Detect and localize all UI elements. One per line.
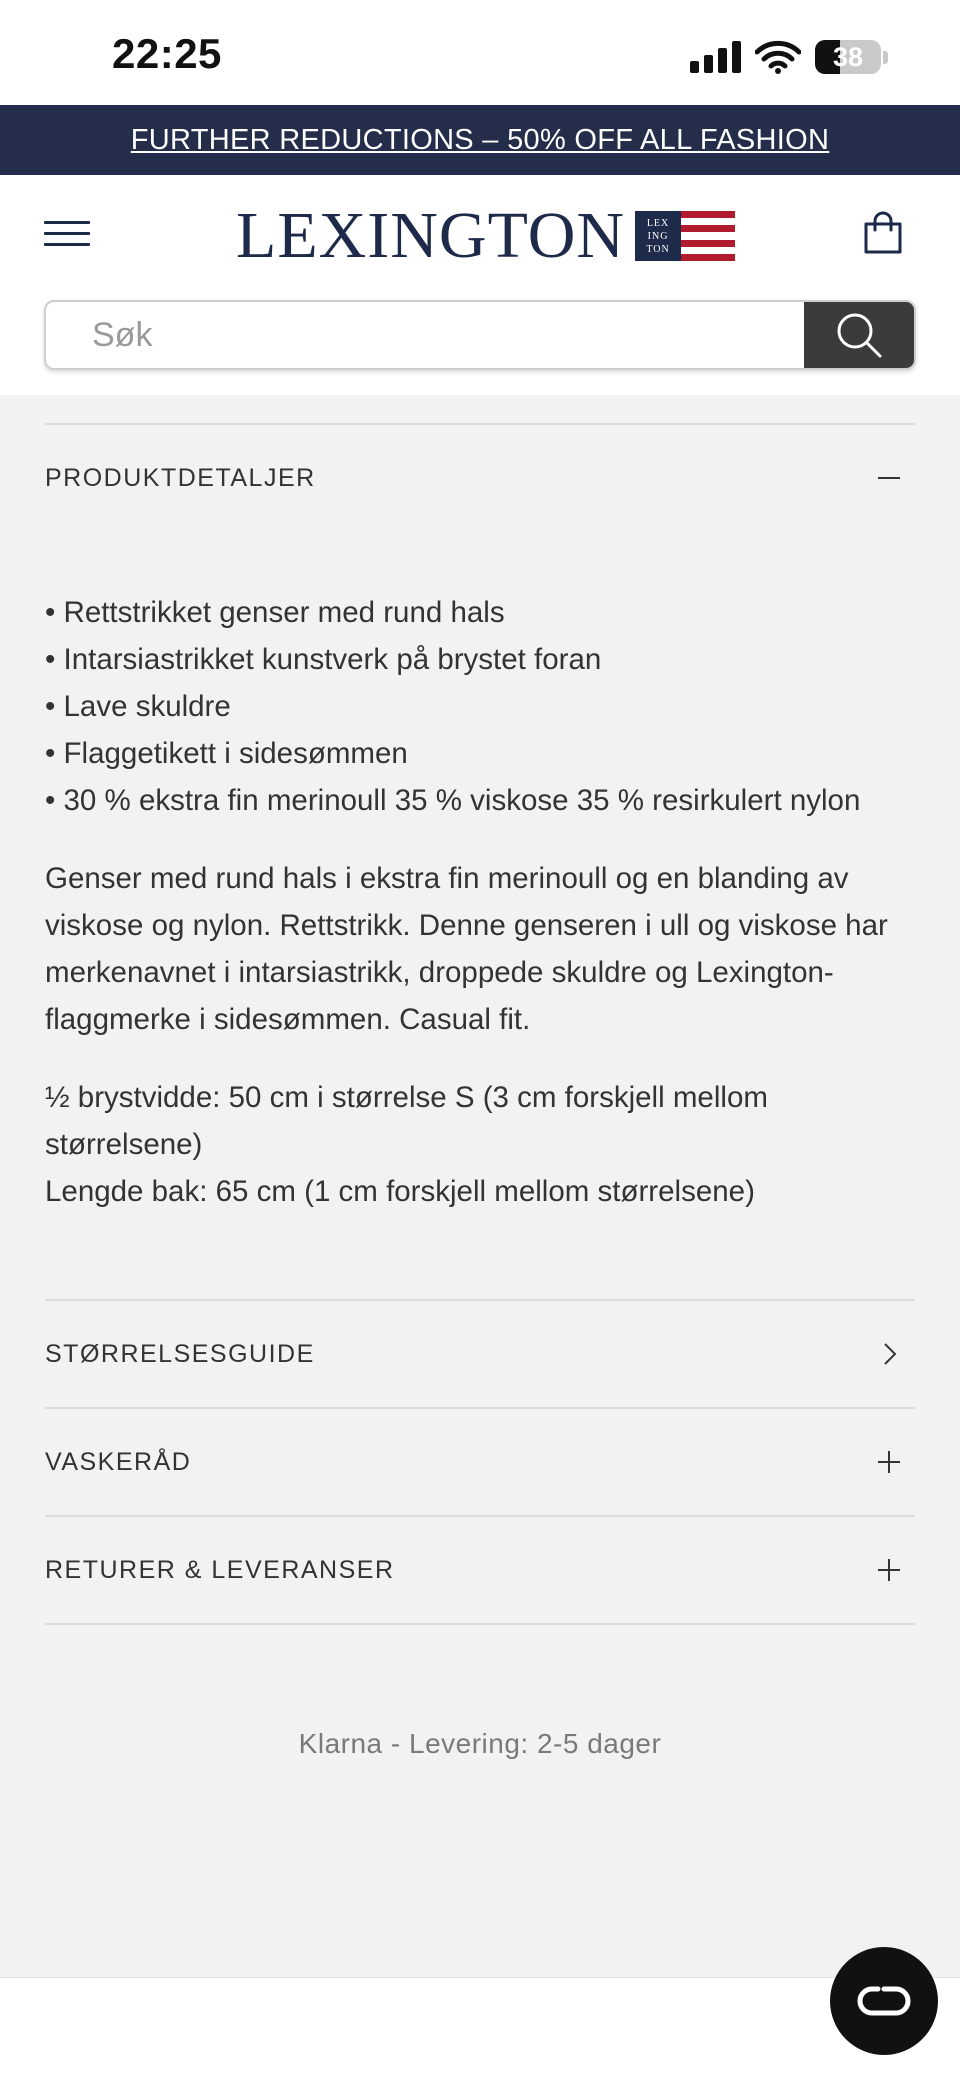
measurements <box>45 1074 915 1215</box>
logo-flag <box>635 211 735 261</box>
lexington-logo[interactable] <box>236 199 735 272</box>
product-info <box>45 395 915 1625</box>
accordion-title: VASKERÅD <box>45 1447 192 1476</box>
feature-item: • Intarsiastrikket kunstverk på brystet foran <box>45 643 602 676</box>
status-bar <box>0 0 960 105</box>
accordion-washing[interactable] <box>45 1409 915 1515</box>
promo-banner <box>0 105 960 175</box>
promo-link[interactable]: FURTHER REDUCTIONS – 50% OFF ALL FASHION <box>130 123 830 156</box>
bottom-bar <box>0 1977 960 2077</box>
chat-icon <box>854 1981 914 2021</box>
accordion-product-details[interactable] <box>45 425 915 531</box>
battery-percent: 38 <box>832 41 864 72</box>
feature-item: • Rettstrikket genser med rund hals <box>45 596 505 629</box>
battery-tip <box>883 51 888 64</box>
cellular-signal-icon <box>690 41 741 73</box>
battery-icon <box>815 40 881 74</box>
accordion-title: STØRRELSESGUIDE <box>45 1339 315 1368</box>
chevron-right-icon[interactable] <box>877 1342 901 1366</box>
status-time: 22:25 <box>112 30 222 77</box>
minus-icon[interactable] <box>877 466 901 490</box>
accordion-title: RETURER & LEVERANSER <box>45 1555 395 1584</box>
logo-flag-line: TON <box>646 243 670 255</box>
measure-chest: ½ brystvidde: 50 cm i størrelse S (3 cm forskjell mellom størrelsene) <box>45 1081 768 1161</box>
search-icon <box>834 310 884 360</box>
feature-item: • 30 % ekstra fin merinoull 35 % viskose 35 % resirkulert nylon <box>45 784 861 817</box>
status-icons <box>690 38 888 76</box>
feature-item: • Flaggetikett i sidesømmen <box>45 737 408 770</box>
plus-icon[interactable] <box>877 1450 901 1474</box>
hamburger-menu-icon[interactable] <box>44 213 90 253</box>
measure-length: Lengde bak: 65 cm (1 cm forskjell mellom størrelsene) <box>45 1175 755 1208</box>
logo-flag-line: LEX <box>646 217 670 229</box>
search-input[interactable] <box>46 302 806 368</box>
accordion-returns[interactable] <box>45 1517 915 1623</box>
shopping-bag-icon[interactable] <box>862 211 904 255</box>
product-details-body <box>45 531 915 1215</box>
search-button[interactable] <box>804 302 914 368</box>
logo-flag-line: ING <box>647 230 669 242</box>
logo-flag-canton <box>635 211 681 261</box>
accordion-size-guide[interactable] <box>45 1301 915 1407</box>
divider <box>45 1623 915 1625</box>
klarna-delivery-info: Klarna - Levering: 2-5 dager <box>298 1728 662 1759</box>
wifi-icon <box>755 40 801 74</box>
feature-item: • Lave skuldre <box>45 690 231 723</box>
plus-icon[interactable] <box>877 1558 901 1582</box>
chat-button[interactable] <box>830 1947 938 2055</box>
product-description: Genser med rund hals i ekstra fin merinoull og en blanding av viskose og nylon. Rettstrikk. Denne genseren i ull og viskose har merkenavnet i intarsiastrikk, droppede skuldre og Lexington-flaggmerke i sidesømmen. Casual fit. <box>45 862 888 1036</box>
logo-text: LEXINGTON <box>236 199 626 272</box>
site-header <box>0 175 960 395</box>
search-bar <box>44 300 916 370</box>
accordion-title: PRODUKTDETALJER <box>45 463 316 492</box>
feature-list <box>45 589 915 824</box>
